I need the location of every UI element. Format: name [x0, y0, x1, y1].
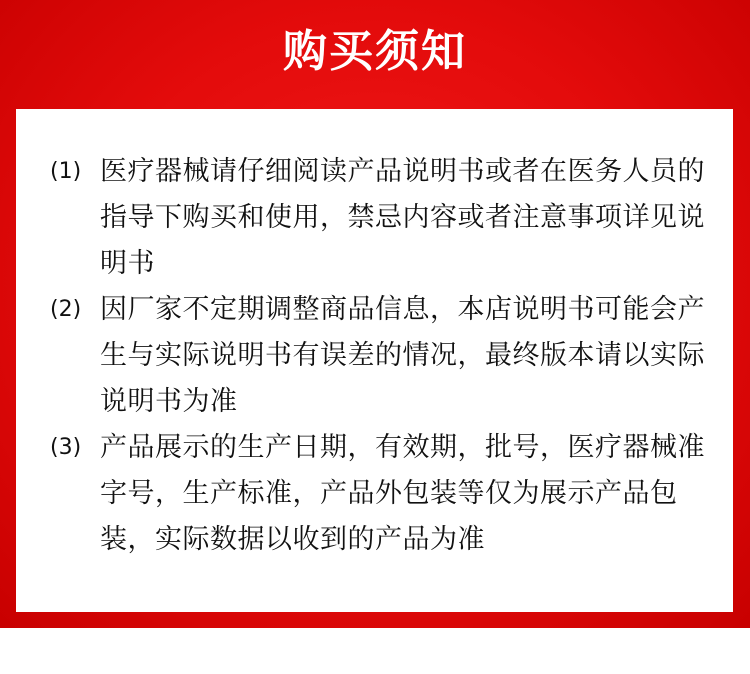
- notice-text: 因厂家不定期调整商品信息，本店说明书可能会产生与实际说明书有误差的情况，最终版本请以实际说明书为准: [100, 294, 705, 417]
- notice-item-2: [50, 287, 710, 425]
- notice-text: 产品展示的生产日期，有效期，批号，医疗器械准字号，生产标准，产品外包装等仅为展示产品包装，实际数据以收到的产品为准: [100, 432, 705, 555]
- notice-number: (3): [50, 435, 82, 460]
- notice-item-3: [50, 425, 710, 563]
- notice-item-1: [50, 149, 710, 287]
- page-title: 购买须知: [283, 26, 467, 77]
- notice-text: 医疗器械请仔细阅读产品说明书或者在医务人员的指导下购买和使用，禁忌内容或者注意事项详见说明书: [100, 156, 705, 279]
- notice-number: (2): [50, 297, 82, 322]
- notice-number: (1): [50, 159, 82, 184]
- notice-card: [16, 109, 733, 612]
- notice-list: [50, 149, 710, 563]
